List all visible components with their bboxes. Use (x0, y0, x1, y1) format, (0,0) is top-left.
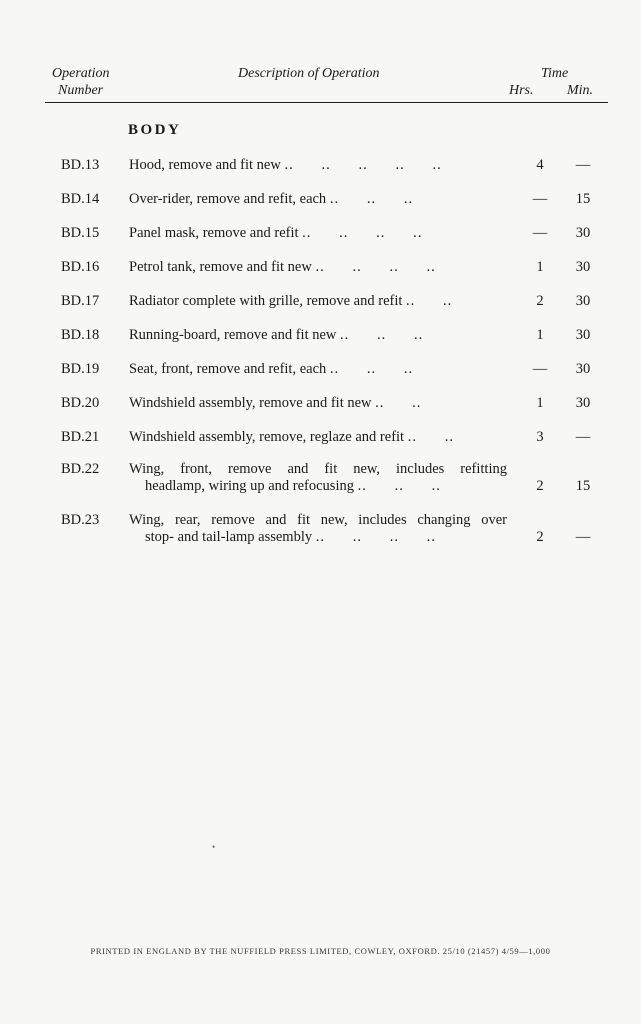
description-text: Hood, remove and fit new (129, 157, 281, 173)
time-hours: 2 (536, 529, 544, 545)
leader-dots: .. .. (406, 293, 453, 309)
operation-number: BD.16 (61, 259, 100, 275)
description-text: Wing, rear, remove and fit new, includes changing over (129, 512, 507, 528)
time-minutes: 15 (575, 191, 591, 207)
time-hours: 1 (536, 259, 544, 275)
paper-speck: • (212, 842, 216, 852)
operation-description (129, 429, 507, 446)
operation-number: BD.23 (61, 512, 100, 528)
leader-dots: .. .. .. .. (302, 225, 423, 241)
time-hours: 1 (536, 395, 544, 411)
printer-footer: PRINTED IN ENGLAND BY THE NUFFIELD PRESS LIMITED, COWLEY, OXFORD. 25/10 (21457) 4/59—1,000 (90, 946, 551, 956)
operation-description (129, 395, 507, 412)
description-text: Petrol tank, remove and fit new (129, 259, 312, 275)
operation-description (129, 361, 507, 378)
time-minutes: — (575, 529, 591, 545)
operation-number-header (52, 65, 110, 99)
operation-number: BD.19 (61, 361, 100, 377)
time-minutes: 30 (575, 293, 591, 309)
leader-dots: .. .. (407, 429, 454, 445)
time-hours: 1 (536, 327, 544, 343)
description-text: Windshield assembly, remove and fit new (129, 395, 372, 411)
operation-number: BD.20 (61, 395, 100, 411)
leader-dots: .. .. .. (329, 361, 414, 377)
leader-dots: .. .. .. .. .. (284, 157, 442, 173)
header-rule (45, 102, 608, 103)
header-number: Number (58, 83, 104, 98)
description-continuation: headlamp, wiring up and refocusing (145, 478, 354, 494)
time-minutes: — (575, 157, 591, 173)
time-hours: — (532, 225, 548, 241)
leader-dots: .. .. (375, 395, 422, 411)
time-minutes: 30 (575, 225, 591, 241)
section-title: BODY (128, 122, 182, 138)
operation-description (129, 461, 507, 495)
description-text: Radiator complete with grille, remove and refit (129, 293, 403, 309)
time-hours: 3 (536, 429, 544, 445)
operation-number: BD.15 (61, 225, 100, 241)
time-hours: 2 (536, 293, 544, 309)
time-hours: 4 (536, 157, 544, 173)
operation-description (129, 293, 507, 310)
time-minutes: 15 (575, 478, 591, 494)
operation-number: BD.22 (61, 461, 100, 477)
leader-dots: .. .. .. (340, 327, 424, 343)
time-header: Time (541, 66, 569, 81)
time-hours: 2 (536, 478, 544, 494)
time-minutes: 30 (575, 361, 591, 377)
operation-description (129, 191, 507, 208)
leader-dots: .. .. .. (357, 478, 441, 494)
hrs-header: Hrs. (509, 83, 534, 98)
time-hours: — (532, 361, 548, 377)
description-text: Wing, front, remove and fit new, includes refitting (129, 461, 507, 477)
time-minutes: 30 (575, 395, 591, 411)
description-text: Seat, front, remove and refit, each (129, 361, 327, 377)
description-header: Description of Operation (238, 66, 380, 81)
operation-number: BD.13 (61, 157, 100, 173)
description-continuation: stop- and tail-lamp assembly (145, 529, 313, 545)
description-text: Panel mask, remove and refit (129, 225, 299, 241)
leader-dots: .. .. .. .. (315, 529, 436, 545)
description-text: Over-rider, remove and refit, each (129, 191, 327, 207)
time-hours: — (532, 191, 548, 207)
min-header: Min. (567, 83, 594, 98)
time-minutes: — (575, 429, 591, 445)
operation-description (129, 225, 507, 242)
description-text: Windshield assembly, remove, reglaze and refit (129, 429, 405, 445)
leader-dots: .. .. .. .. (315, 259, 436, 275)
time-minutes: 30 (575, 259, 591, 275)
operation-description (129, 327, 507, 344)
operation-description (129, 157, 507, 174)
operation-number: BD.14 (61, 191, 100, 207)
description-text: Running-board, remove and fit new (129, 327, 337, 343)
operation-number: BD.21 (61, 429, 100, 445)
operation-description (129, 512, 507, 546)
time-minutes: 30 (575, 327, 591, 343)
leader-dots: .. .. .. (329, 191, 414, 207)
operation-description (129, 259, 507, 276)
header-operation: Operation (52, 66, 110, 81)
operation-number: BD.18 (61, 327, 100, 343)
operation-number: BD.17 (61, 293, 100, 309)
